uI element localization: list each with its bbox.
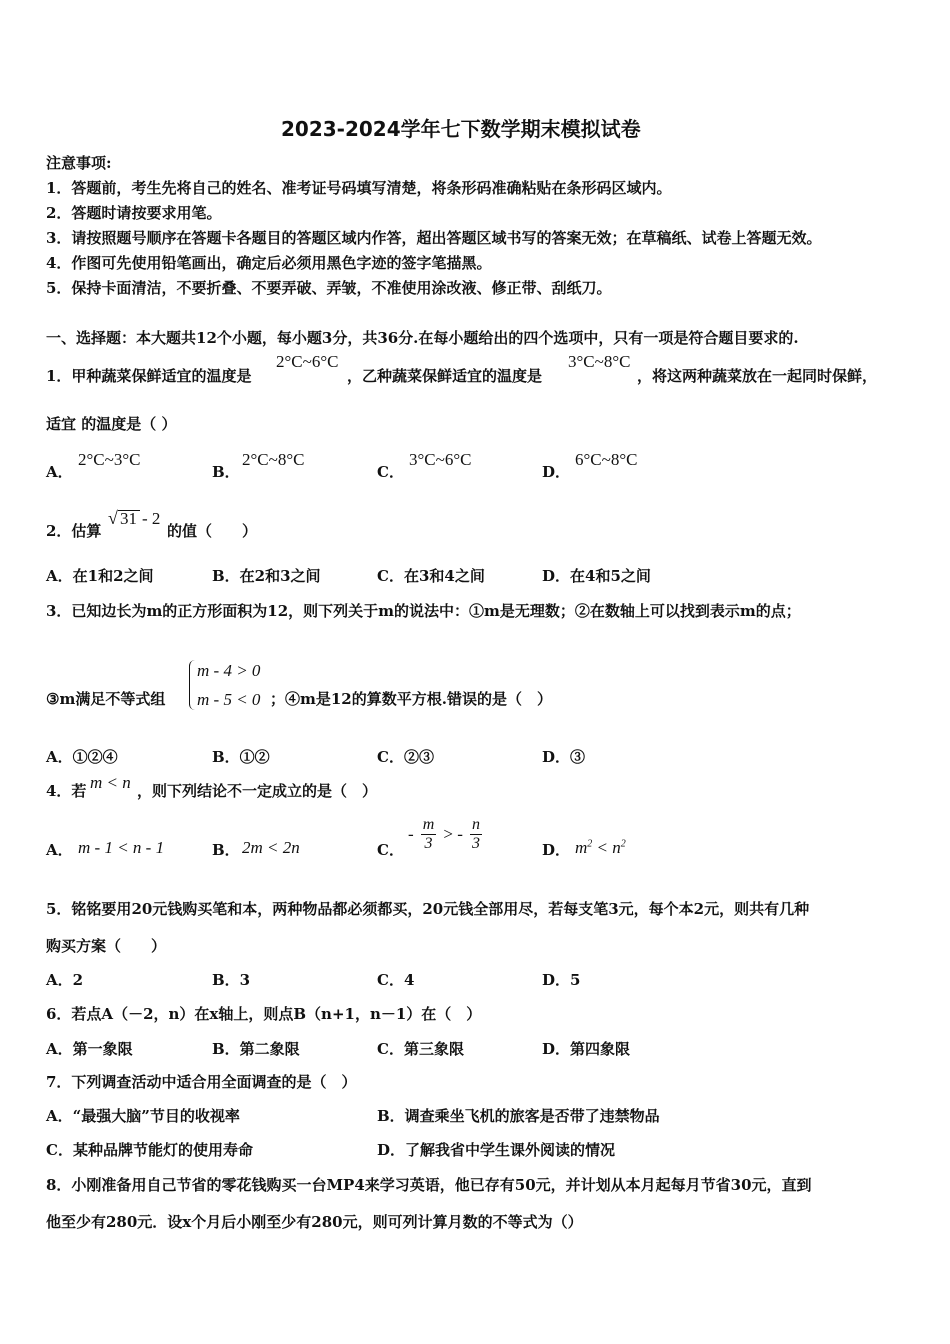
- notice-item: 2．答题时请按要求用笔。: [46, 204, 222, 222]
- q7-stem: 7．下列调查活动中适合用全面调查的是（ ）: [46, 1073, 357, 1091]
- q3-option-d: D．③: [542, 748, 586, 766]
- q1-stem: 1．甲种蔬菜保鲜适宜的温度是: [46, 367, 252, 385]
- q3-stem: ；④m是12的算数平方根.错误的是（ ）: [270, 690, 552, 708]
- q4-option-a-label: A．: [46, 841, 73, 859]
- q3-option-a: A．①②④: [46, 748, 118, 766]
- fraction: [421, 816, 437, 853]
- system-brace: [189, 660, 196, 710]
- q2-radicand: 31: [120, 509, 137, 528]
- fraction: [470, 816, 482, 853]
- q7-option-a: A．“最强大脑”节目的收视率: [46, 1107, 240, 1125]
- q1-option-a: 2°C~3°C: [78, 450, 141, 469]
- fraction-numerator: m: [422, 816, 435, 833]
- q2-minus: - 2: [142, 509, 161, 528]
- q2-option-a: A．在1和2之间: [46, 567, 154, 585]
- q5-option-b: B．3: [212, 971, 251, 989]
- q1-math-b: 3°C~8°C: [568, 352, 631, 371]
- q5-stem: 购买方案（ ）: [46, 937, 167, 955]
- q1-option-d-label: D．: [542, 463, 571, 481]
- fraction-denominator: 3: [472, 835, 481, 852]
- q8-stem: 他至少有280元．设x个月后小刚至少有280元，则可列计算月数的不等式为（）: [46, 1213, 583, 1231]
- q6-option-b: B．第二象限: [212, 1040, 300, 1058]
- q2-option-d: D．在4和5之间: [542, 567, 651, 585]
- q4-option-b-label: B．: [212, 841, 240, 859]
- q4-option-d-label: D．: [542, 841, 571, 859]
- fraction-denominator: 3: [424, 835, 433, 852]
- q6-stem: 6．若点A（－2，n）在x轴上，则点B（n+1，n－1）在（ ）: [46, 1005, 482, 1023]
- q1-stem: ，将这两种蔬菜放在一起同时保鲜，: [637, 367, 878, 385]
- minus-sign: -: [408, 824, 414, 844]
- q1-option-c: 3°C~6°C: [409, 450, 472, 469]
- q1-math-a: 2°C~6°C: [276, 352, 339, 371]
- q7-option-d: D．了解我省中学生课外阅读的情况: [377, 1141, 616, 1159]
- relation: > -: [443, 824, 463, 844]
- notice-item: 4．作图可先使用铅笔画出，确定后必须用黑色字迹的签字笔描黑。: [46, 254, 492, 272]
- q6-option-c: C．第三象限: [377, 1040, 464, 1058]
- q4-stem: 4．若: [46, 782, 87, 800]
- q4-option-c-label: C．: [377, 841, 404, 859]
- q1-option-d: 6°C~8°C: [575, 450, 638, 469]
- q3-inequality-2: m - 5 < 0: [197, 690, 261, 709]
- q6-option-a: A．第一象限: [46, 1040, 133, 1058]
- notice-item: 1．答题前，考生先将自己的姓名、准考证号码填写清楚，将条形码准确粘贴在条形码区域内。: [46, 179, 672, 197]
- exponent: 2: [587, 838, 593, 850]
- q7-option-b: B．调查乘坐飞机的旅客是否带了违禁物品: [377, 1107, 660, 1125]
- q4-option-d: [575, 838, 626, 858]
- notice-item: 3．请按照题号顺序在答题卡各题目的答题区域内作答，超出答题区域书写的答案无效；在草稿纸、试卷上答题无效。: [46, 229, 822, 247]
- q1-option-b-label: B．: [212, 463, 240, 481]
- exponent: 2: [620, 838, 626, 850]
- notice-heading: 注意事项:: [46, 154, 112, 172]
- q1-stem: 适宜 的温度是（ ）: [46, 415, 177, 433]
- q2-stem: 的值（ ）: [167, 522, 258, 540]
- q3-option-b: B．①②: [212, 748, 270, 766]
- q5-option-a: A．2: [46, 971, 84, 989]
- q2-stem: 2．估算: [46, 522, 102, 540]
- q4-option-c: [408, 816, 484, 853]
- q1-stem: ，乙种蔬菜保鲜适宜的温度是: [347, 367, 543, 385]
- relation: < n: [596, 838, 621, 857]
- q3-inequality-1: m - 4 > 0: [197, 661, 261, 680]
- sqrt-symbol: √: [108, 508, 118, 528]
- fraction-numerator: n: [472, 816, 481, 833]
- base: m: [575, 838, 588, 857]
- notice-item: 5．保持卡面清洁，不要折叠、不要弄破、弄皱，不准使用涂改液、修正带、刮纸刀。: [46, 279, 612, 297]
- q5-option-d: D．5: [542, 971, 581, 989]
- q1-option-b: 2°C~8°C: [242, 450, 305, 469]
- q1-option-c-label: C．: [377, 463, 404, 481]
- q2-option-b: B．在2和3之间: [212, 567, 321, 585]
- page-title: 2023-2024学年七下数学期末模拟试卷: [281, 117, 641, 141]
- q2-option-c: C．在3和4之间: [377, 567, 485, 585]
- q3-option-c: C．②③: [377, 748, 434, 766]
- q3-stem: ③m满足不等式组: [46, 690, 166, 708]
- q4-condition: m < n: [90, 773, 131, 792]
- q5-option-c: C．4: [377, 971, 415, 989]
- q3-stem: 3．已知边长为m的正方形面积为12，则下列关于m的说法中：①m是无理数；②在数轴上可以找到表示m的点；: [46, 602, 801, 620]
- q6-option-d: D．第四象限: [542, 1040, 631, 1058]
- q8-stem: 8．小刚准备用自己节省的零花钱购买一台MP4来学习英语，他已存有50元，并计划从本月起每月节省30元，直到: [46, 1176, 812, 1194]
- section-heading: 一、选择题：本大题共12个小题，每小题3分，共36分.在每小题给出的四个选项中，只有一项是符合题目要求的.: [46, 329, 799, 347]
- q4-option-b: 2m < 2n: [242, 838, 300, 857]
- q7-option-c: C．某种品牌节能灯的使用寿命: [46, 1141, 253, 1159]
- q4-option-a: m - 1 < n - 1: [78, 838, 165, 857]
- q1-option-a-label: A．: [46, 463, 73, 481]
- q4-stem: ，则下列结论不一定成立的是（ ）: [137, 782, 378, 800]
- q5-stem: 5．铭铭要用20元钱购买笔和本，两种物品都必须都买，20元钱全部用尽，若每支笔3元，每个本2元，则共有几种: [46, 900, 810, 918]
